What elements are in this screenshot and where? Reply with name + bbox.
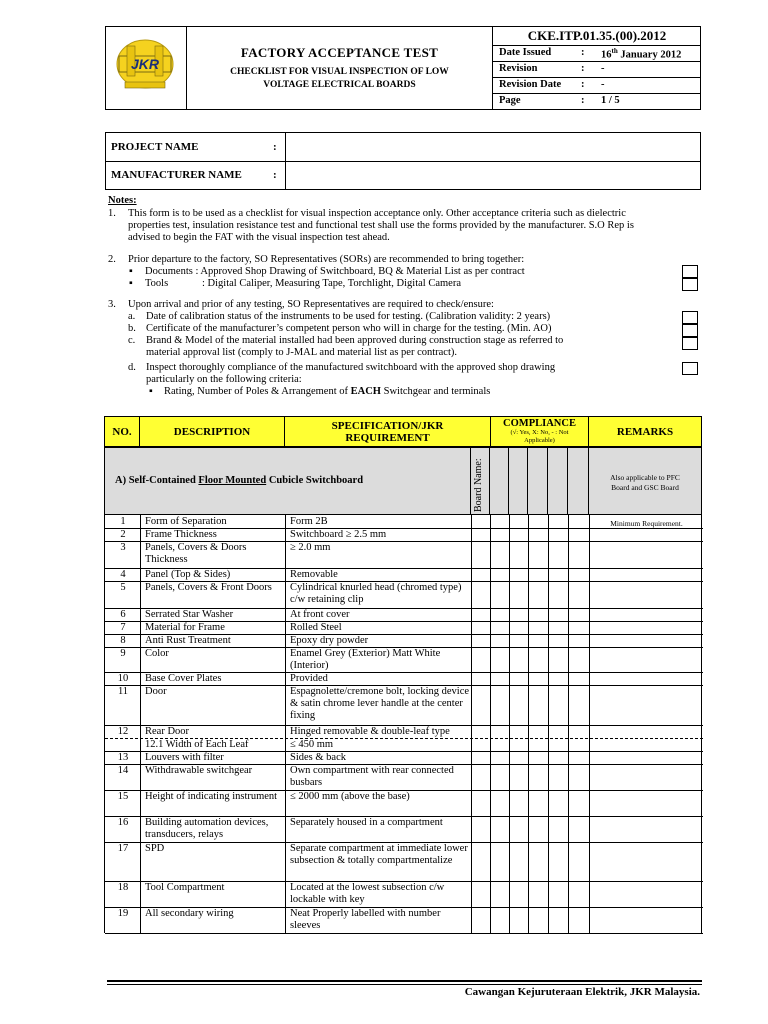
compliance-cell[interactable]	[471, 738, 491, 751]
compliance-cell[interactable]	[509, 568, 529, 581]
row-specification: Switchboard ≥ 2.5 mm	[285, 528, 472, 541]
row-number: 17	[117, 843, 129, 854]
compliance-cell[interactable]	[548, 608, 569, 621]
compliance-cell[interactable]	[490, 842, 510, 881]
compliance-cell[interactable]	[528, 621, 549, 634]
row-remark	[589, 568, 703, 581]
notes-heading: Notes:	[108, 195, 137, 206]
compliance-cell[interactable]	[471, 672, 491, 685]
compliance-cell[interactable]	[568, 621, 590, 634]
section-remark: Also applicable to PFC Board and GSC Board	[588, 447, 702, 515]
row-specification: Separate compartment at immediate lower subsection & totally compartmentalize	[285, 842, 472, 881]
compliance-col-3[interactable]	[527, 447, 548, 515]
compliance-cell[interactable]	[548, 738, 569, 751]
compliance-cell[interactable]	[471, 528, 491, 541]
compliance-cell[interactable]	[471, 568, 491, 581]
compliance-cell[interactable]	[471, 581, 491, 608]
row-specification: ≥ 2.0 mm	[285, 541, 472, 568]
compliance-cell[interactable]	[490, 647, 510, 672]
compliance-cell[interactable]	[490, 568, 510, 581]
compliance-cell[interactable]	[568, 568, 590, 581]
row-specification: Rolled Steel	[285, 621, 472, 634]
row-remark	[589, 881, 703, 907]
compliance-cell[interactable]	[528, 764, 549, 790]
compliance-cell[interactable]	[528, 608, 549, 621]
compliance-cell[interactable]	[509, 751, 529, 764]
row-description: Color	[140, 647, 286, 672]
compliance-cell[interactable]	[548, 515, 569, 528]
row-description: Door	[140, 685, 286, 725]
compliance-cell[interactable]	[528, 790, 549, 816]
row-description: Panels, Covers & Doors Thickness	[140, 541, 286, 568]
table-row	[105, 842, 703, 882]
meta-revision: Revision : -	[493, 62, 701, 78]
document-code: CKE.ITP.01.35.(00).2012	[493, 26, 701, 46]
compliance-cell[interactable]	[568, 541, 590, 568]
table-row	[105, 738, 703, 752]
row-number: 15	[117, 791, 129, 802]
table-row	[105, 725, 703, 739]
table-row	[105, 528, 703, 542]
project-info-box	[105, 132, 701, 190]
compliance-cell[interactable]	[568, 515, 590, 528]
table-row	[105, 685, 703, 726]
logo-text: JKR	[130, 56, 160, 72]
table-row	[105, 907, 703, 934]
compliance-cell[interactable]	[548, 634, 569, 647]
row-description: Building automation devices, transducers, relays	[140, 816, 286, 842]
compliance-cell[interactable]	[471, 751, 491, 764]
compliance-cell[interactable]	[490, 738, 510, 751]
compliance-cell[interactable]	[490, 608, 510, 621]
row-specification: Hinged removable & double-leaf type	[285, 725, 472, 738]
compliance-cell[interactable]	[548, 907, 569, 933]
compliance-cell[interactable]	[548, 764, 569, 790]
table-row	[105, 816, 703, 843]
compliance-cell[interactable]	[509, 541, 529, 568]
compliance-cell[interactable]	[568, 842, 590, 881]
compliance-cell[interactable]	[509, 621, 529, 634]
row-remark	[589, 608, 703, 621]
compliance-cell[interactable]	[528, 634, 549, 647]
row-remark	[589, 816, 703, 842]
compliance-cell[interactable]	[490, 907, 510, 933]
compliance-cell[interactable]	[548, 568, 569, 581]
row-number: 19	[117, 908, 129, 919]
note-3: Upon arrival and prior of any testing, SO Representatives are required to check/ensure:	[128, 299, 494, 310]
checkbox-certificate[interactable]	[682, 324, 698, 337]
compliance-cell[interactable]	[471, 842, 491, 881]
row-remark	[589, 672, 703, 685]
compliance-cell[interactable]	[509, 647, 529, 672]
compliance-cell[interactable]	[568, 634, 590, 647]
footer-text: Cawangan Kejuruteraan Elektrik, JKR Malaysia.	[464, 986, 700, 998]
compliance-cell[interactable]	[490, 685, 510, 725]
compliance-cell[interactable]	[490, 515, 510, 528]
compliance-cell[interactable]	[471, 621, 491, 634]
row-specification: At front cover	[285, 608, 472, 621]
compliance-cell[interactable]	[471, 608, 491, 621]
compliance-cell[interactable]	[568, 738, 590, 751]
compliance-cell[interactable]	[568, 725, 590, 738]
row-remark	[589, 581, 703, 608]
table-row	[105, 634, 703, 648]
compliance-cell[interactable]	[568, 881, 590, 907]
compliance-cell[interactable]	[548, 685, 569, 725]
row-remark	[589, 907, 703, 933]
row-remark	[589, 751, 703, 764]
table-row	[105, 541, 703, 569]
row-specification: Sides & back	[285, 751, 472, 764]
compliance-cell[interactable]	[471, 816, 491, 842]
project-name-row: PROJECT NAME :	[111, 141, 277, 153]
row-number: 2	[120, 529, 126, 540]
compliance-cell[interactable]	[509, 816, 529, 842]
row-specification: Neat Properly labelled with number sleeves	[285, 907, 472, 933]
checkbox-compliance-drawing[interactable]	[682, 362, 698, 375]
compliance-cell[interactable]	[568, 685, 590, 725]
compliance-cell[interactable]	[568, 581, 590, 608]
row-remark	[589, 842, 703, 881]
row-specification: Cylindrical knurled head (chromed type) c/w retaining clip	[285, 581, 472, 608]
row-description: Tool Compartment	[140, 881, 286, 907]
compliance-cell[interactable]	[509, 790, 529, 816]
table-row	[105, 621, 703, 635]
form-title: FACTORY ACCEPTANCE TEST	[240, 45, 439, 60]
note-2: Prior departure to the factory, SO Representatives (SORs) are recommended to bring together:	[128, 254, 525, 265]
checkbox-calibration[interactable]	[682, 311, 698, 324]
row-number	[105, 738, 141, 751]
checkbox-tools[interactable]	[682, 278, 698, 291]
row-description: Anti Rust Treatment	[140, 634, 286, 647]
compliance-cell[interactable]	[528, 816, 549, 842]
compliance-cell[interactable]	[568, 751, 590, 764]
row-remark	[589, 621, 703, 634]
row-description: Rear Door	[140, 725, 286, 738]
compliance-cell[interactable]	[471, 634, 491, 647]
compliance-cell[interactable]	[528, 751, 549, 764]
checkbox-documents[interactable]	[682, 265, 698, 278]
compliance-cell[interactable]	[509, 608, 529, 621]
compliance-col-1[interactable]	[489, 447, 509, 515]
compliance-col-4[interactable]	[547, 447, 568, 515]
row-description: Louvers with filter	[140, 751, 286, 764]
note-1: This form is to be used as a checklist for visual inspection acceptance only. Other acceptance criteria such as dielectric	[128, 208, 626, 219]
compliance-cell[interactable]	[509, 738, 529, 751]
compliance-cell[interactable]	[490, 672, 510, 685]
compliance-cell[interactable]	[568, 608, 590, 621]
row-remark	[589, 634, 703, 647]
compliance-cell[interactable]	[490, 790, 510, 816]
row-description: SPD	[140, 842, 286, 881]
compliance-cell[interactable]	[568, 907, 590, 933]
checklist-rows	[104, 515, 702, 933]
row-description: Material for Frame	[140, 621, 286, 634]
compliance-cell[interactable]	[509, 685, 529, 725]
board-name-cell: Board Name:	[470, 447, 490, 515]
table-row	[105, 568, 703, 582]
compliance-cell[interactable]	[528, 881, 549, 907]
compliance-cell[interactable]	[568, 528, 590, 541]
table-row	[105, 790, 703, 817]
row-number: 12	[117, 726, 129, 737]
compliance-col-5[interactable]	[567, 447, 589, 515]
compliance-cell[interactable]	[548, 842, 569, 881]
row-number: 4	[120, 569, 126, 580]
table-row	[105, 764, 703, 791]
compliance-cell[interactable]	[471, 647, 491, 672]
row-remark: Minimum Requirement.	[589, 515, 703, 528]
compliance-cell[interactable]	[528, 685, 549, 725]
compliance-cell[interactable]	[548, 541, 569, 568]
row-remark	[589, 764, 703, 790]
compliance-cell[interactable]	[490, 764, 510, 790]
compliance-cell[interactable]	[471, 790, 491, 816]
meta-date-issued: Date Issued : 16th January 2012	[493, 46, 701, 62]
compliance-cell[interactable]	[548, 790, 569, 816]
compliance-cell[interactable]	[509, 725, 529, 738]
compliance-cell[interactable]	[471, 881, 491, 907]
compliance-cell[interactable]	[509, 672, 529, 685]
compliance-cell[interactable]	[548, 581, 569, 608]
row-description: Panel (Top & Sides)	[140, 568, 286, 581]
row-number: 16	[117, 817, 129, 828]
compliance-cell[interactable]	[528, 647, 549, 672]
compliance-cell[interactable]	[548, 647, 569, 672]
compliance-cell[interactable]	[548, 725, 569, 738]
table-row	[105, 608, 703, 622]
row-specification: Epoxy dry powder	[285, 634, 472, 647]
row-specification: Removable	[285, 568, 472, 581]
compliance-cell[interactable]	[528, 738, 549, 751]
meta-revision-date: Revision Date : -	[493, 78, 701, 94]
col-header-no: NO.	[104, 416, 140, 447]
compliance-cell[interactable]	[509, 907, 529, 933]
row-number: 11	[117, 686, 129, 697]
compliance-cell[interactable]	[490, 634, 510, 647]
section-a-title: A) Self-Contained Floor Mounted Cubicle Switchboard	[104, 447, 471, 515]
col-header-description: DESCRIPTION	[139, 416, 285, 447]
compliance-cell[interactable]	[509, 764, 529, 790]
compliance-cell[interactable]	[471, 725, 491, 738]
logo-cell	[105, 26, 187, 110]
row-number: 5	[120, 582, 126, 593]
compliance-cell[interactable]	[548, 672, 569, 685]
compliance-cell[interactable]	[568, 790, 590, 816]
jkr-logo	[105, 26, 185, 108]
row-specification: ≤ 450 mm	[285, 738, 472, 751]
row-specification: Enamel Grey (Exterior) Matt White (Interior)	[285, 647, 472, 672]
row-remark	[589, 738, 703, 751]
compliance-cell[interactable]	[509, 581, 529, 608]
row-remark	[589, 790, 703, 816]
row-remark	[589, 541, 703, 568]
compliance-cell[interactable]	[528, 725, 549, 738]
compliance-cell[interactable]	[548, 881, 569, 907]
compliance-cell[interactable]	[568, 764, 590, 790]
row-description: 12.1 Width of Each Leaf	[140, 738, 286, 751]
compliance-cell[interactable]	[471, 764, 491, 790]
row-remark	[589, 685, 703, 725]
compliance-cell[interactable]	[528, 515, 549, 528]
compliance-cell[interactable]	[509, 881, 529, 907]
row-specification: Own compartment with rear connected busbars	[285, 764, 472, 790]
row-number: 13	[117, 752, 129, 763]
row-description: Frame Thickness	[140, 528, 286, 541]
table-row	[105, 751, 703, 765]
manufacturer-name-row: MANUFACTURER NAME :	[111, 169, 277, 181]
compliance-cell[interactable]	[568, 647, 590, 672]
row-remark	[589, 725, 703, 738]
table-row	[105, 581, 703, 609]
compliance-cell[interactable]	[490, 751, 510, 764]
compliance-cell[interactable]	[528, 581, 549, 608]
compliance-cell[interactable]	[568, 816, 590, 842]
compliance-cell[interactable]	[490, 528, 510, 541]
compliance-cell[interactable]	[471, 515, 491, 528]
row-remark	[589, 647, 703, 672]
row-number: 3	[120, 542, 126, 553]
compliance-cell[interactable]	[490, 725, 510, 738]
row-specification: Form 2B	[285, 515, 472, 528]
compliance-cell[interactable]	[528, 842, 549, 881]
row-number: 1	[120, 516, 126, 527]
compliance-cell[interactable]	[490, 581, 510, 608]
row-number: 9	[120, 648, 126, 659]
row-description: Withdrawable switchgear	[140, 764, 286, 790]
compliance-cell[interactable]	[490, 816, 510, 842]
compliance-cell[interactable]	[509, 515, 529, 528]
row-number: 10	[117, 673, 129, 684]
compliance-cell[interactable]	[509, 842, 529, 881]
footer-rule	[107, 980, 702, 982]
compliance-cell[interactable]	[471, 907, 491, 933]
compliance-cell[interactable]	[528, 568, 549, 581]
compliance-cell[interactable]	[509, 528, 529, 541]
col-header-specification: SPECIFICATION/JKR REQUIREMENT	[284, 416, 491, 447]
table-row	[105, 881, 703, 908]
row-number: 8	[120, 635, 126, 646]
compliance-cell[interactable]	[528, 672, 549, 685]
row-description: Panels, Covers & Front Doors	[140, 581, 286, 608]
meta-page: Page : 1 / 5	[499, 95, 620, 106]
row-specification: Separately housed in a compartment	[285, 816, 472, 842]
compliance-cell[interactable]	[548, 528, 569, 541]
row-number: 6	[120, 609, 126, 620]
row-number: 18	[117, 882, 129, 893]
row-description: Height of indicating instrument	[140, 790, 286, 816]
row-specification: Provided	[285, 672, 472, 685]
table-row	[105, 647, 703, 673]
compliance-cell[interactable]	[528, 528, 549, 541]
compliance-cell[interactable]	[490, 621, 510, 634]
compliance-cell[interactable]	[471, 541, 491, 568]
row-description: Form of Separation	[140, 515, 286, 528]
title-cell	[187, 26, 493, 110]
col-header-remarks: REMARKS	[588, 416, 702, 447]
project-name-field[interactable]	[287, 134, 699, 160]
compliance-cell[interactable]	[568, 672, 590, 685]
compliance-cell[interactable]	[548, 816, 569, 842]
manufacturer-name-field[interactable]	[287, 162, 699, 188]
compliance-cell[interactable]	[490, 541, 510, 568]
form-subtitle: CHECKLIST FOR VISUAL INSPECTION OF LOW VOLTAGE ELECTRICAL BOARDS	[230, 67, 449, 90]
table-row	[105, 515, 703, 529]
row-specification: Located at the lowest subsection c/w lockable with key	[285, 881, 472, 907]
compliance-cell[interactable]	[548, 621, 569, 634]
row-description: Serrated Star Washer	[140, 608, 286, 621]
table-row	[105, 672, 703, 686]
checkbox-brand-model[interactable]	[682, 337, 698, 350]
col-header-compliance: COMPLIANCE (√: Yes, X: No, - : Not Applicable)	[490, 416, 589, 447]
row-remark	[589, 528, 703, 541]
row-number: 14	[117, 765, 129, 776]
compliance-cell[interactable]	[509, 634, 529, 647]
row-number: 7	[120, 622, 126, 633]
row-specification: ≤ 2000 mm (above the base)	[285, 790, 472, 816]
compliance-cell[interactable]	[490, 881, 510, 907]
row-description: All secondary wiring	[140, 907, 286, 933]
compliance-cell[interactable]	[471, 685, 491, 725]
compliance-cell[interactable]	[548, 751, 569, 764]
compliance-cell[interactable]	[528, 541, 549, 568]
row-description: Base Cover Plates	[140, 672, 286, 685]
compliance-cell[interactable]	[528, 907, 549, 933]
row-specification: Espagnolette/cremone bolt, locking device & satin chrome lever handle at the center fixing	[285, 685, 472, 725]
compliance-col-2[interactable]	[508, 447, 528, 515]
